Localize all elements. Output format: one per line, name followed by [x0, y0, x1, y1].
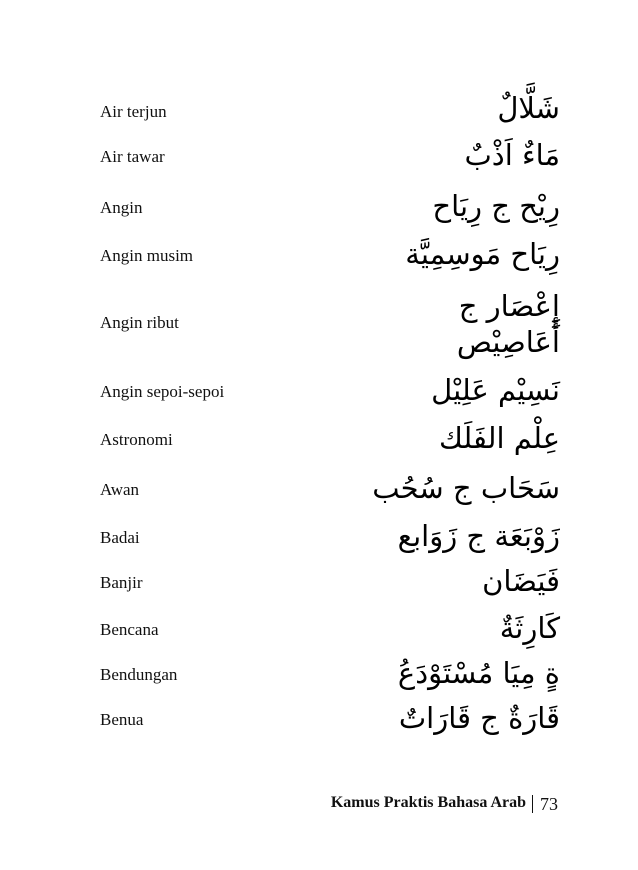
arabic-term	[500, 610, 560, 646]
arabic-line: زَوْبَعَة ج زَوَابع	[397, 519, 560, 553]
arabic-line: ةٍ مِيَا مُسْتَوْدَعُ	[397, 656, 560, 690]
arabic-line: إِعْصَار ج	[458, 289, 560, 323]
arabic-term	[439, 420, 560, 456]
arabic-term	[372, 470, 560, 506]
book-title: Kamus Praktis Bahasa Arab	[330, 794, 526, 811]
arabic-term	[405, 236, 560, 272]
latin-term: Angin	[100, 198, 143, 217]
arabic-line: فَيَضَان	[482, 564, 560, 598]
latin-term: Air terjun	[100, 102, 167, 121]
arabic-line: نَسِيْم عَلِيْل	[431, 373, 560, 407]
arabic-term	[482, 563, 560, 599]
footer-divider	[532, 795, 533, 813]
arabic-term	[398, 518, 560, 554]
latin-term: Angin musim	[100, 246, 194, 265]
latin-term: Banjir	[100, 573, 143, 592]
arabic-line: شَلَّالٌ	[497, 91, 560, 125]
arabic-line: سَحَاب ج سُحُب	[372, 471, 560, 505]
arabic-term	[432, 188, 560, 224]
arabic-line: رِيَاح مَوسِمِيَّة	[405, 237, 560, 271]
latin-term: Air tawar	[100, 147, 165, 166]
arabic-line: عِلْم الفَلَك	[438, 421, 560, 455]
latin-term: Awan	[100, 480, 140, 499]
latin-term: Angin ribut	[100, 313, 179, 332]
arabic-line: كَارِثَةٌ	[499, 611, 560, 645]
latin-term: Bencana	[100, 620, 159, 639]
arabic-line: قَارَةٌ ج قَارَاتٌ	[398, 701, 560, 735]
latin-term: Angin sepoi-sepoi	[100, 382, 225, 401]
arabic-term	[457, 288, 560, 361]
arabic-term	[398, 655, 560, 691]
latin-term: Benua	[100, 710, 144, 729]
arabic-term	[465, 137, 561, 173]
arabic-line: أَعَاصِيْص	[456, 325, 560, 360]
arabic-line: مَاءٌ اَذْبٌ	[464, 138, 560, 172]
latin-term: Astronomi	[100, 430, 173, 449]
arabic-term	[497, 90, 560, 126]
latin-term: Badai	[100, 528, 140, 547]
arabic-term	[399, 700, 560, 736]
latin-term: Bendungan	[100, 665, 178, 684]
arabic-line: رِيْح ج رِيَاح	[432, 189, 560, 223]
page-number: 73	[540, 794, 558, 814]
arabic-term	[431, 372, 560, 408]
